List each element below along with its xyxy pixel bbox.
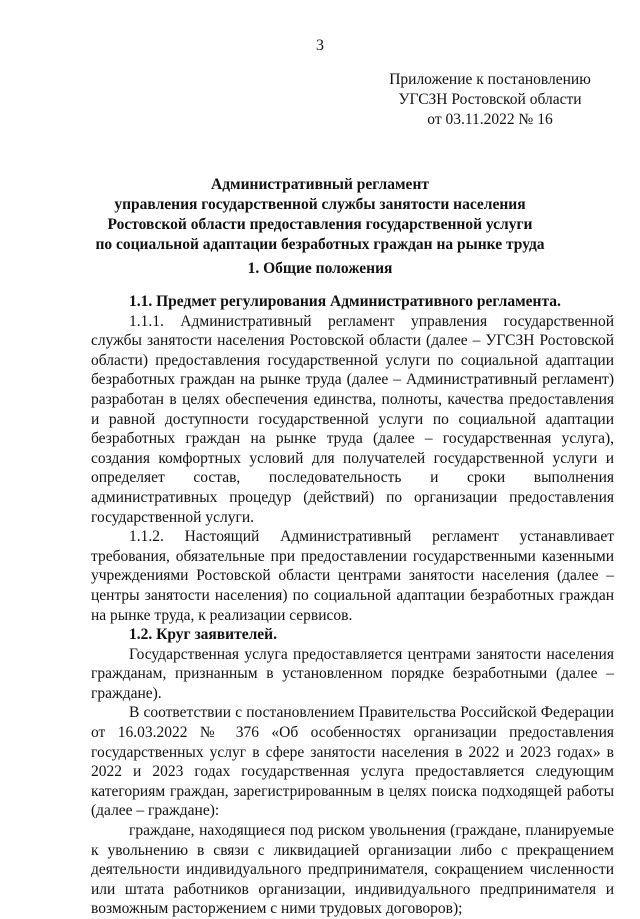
title-line-2: управления государственной службы занятости населения: [114, 196, 526, 213]
section-heading: 1. Общие положения: [247, 260, 393, 277]
title-line-3: Ростовской области предоставления государственной услуги: [107, 216, 533, 233]
paragraph: Государственная услуга предоставляется центрами занятости населения гражданам, признанным в установленном порядке безработными (далее – граждане).: [91, 645, 614, 702]
title-line-4: по социальной адаптации безработных граждан на рынке труда: [95, 236, 545, 253]
paragraph: В соответствии с постановлением Правительства Российской Федерации от 16.03.2022 № 376 «Об особенностях организации предоставления государственных услуг в сфере занятости населения в 2022 и 2023 годах» в 2022 и 2023 годах государственная услуга предоставляется следующим категориям граждан, зарегистрированным в целях поиска подходящей работы (далее – граждане):: [91, 704, 614, 820]
page-number: 3: [316, 37, 324, 54]
document-title: [60, 175, 580, 255]
paragraph: граждане, находящиеся под риском увольнения (граждане, планируемые к увольнению в связи с ликвидацией организации либо с прекращением деятельности индивидуального предпринимателя, сокращением численности или штата работников организации, индивидуального предпринимателя и возможным расторжением с ними трудовых договоров);: [91, 822, 614, 918]
paragraph: 1.1.1. Административный регламент управления государственной службы занятости населения Ростовской области (далее – УГСЗН Ростовской области) предоставления государственной услуги по социальной адаптации безработных граждан на рынке труда (далее – Административный регламент) разработан в целях обеспечения единства, полноты, качества предоставления и равной доступности государственной услуги по социальной адаптации безработных граждан на рынке труда (далее – государственная услуга), создания комфортных условий для получателей государственной услуги и определяет состав, последовательность и сроки выполнения административных процедур (действий) по организации предоставления государственной услуги.: [91, 312, 614, 526]
paragraph: 1.1.2. Настоящий Административный регламент устанавливает требования, обязательные при предоставлении государственными казенными учреждениями Ростовской области центрами занятости населения (далее – центры занятости населения) по социальной адаптации безработных граждан на рынке труда, к реализации сервисов.: [91, 528, 614, 624]
subsection-heading: 1.2. Круг заявителей.: [129, 626, 277, 644]
appendix-line-3: от 03.11.2022 № 16: [427, 111, 553, 128]
title-line-1: Административный регламент: [211, 176, 429, 193]
appendix-line-1: Приложение к постановлению: [389, 71, 591, 88]
document-body: [91, 292, 614, 919]
appendix-line-2: УГСЗН Ростовской области: [398, 91, 582, 108]
appendix-block: [380, 70, 600, 130]
subsection-heading: 1.1. Предмет регулирования Административного регламента.: [129, 293, 561, 310]
